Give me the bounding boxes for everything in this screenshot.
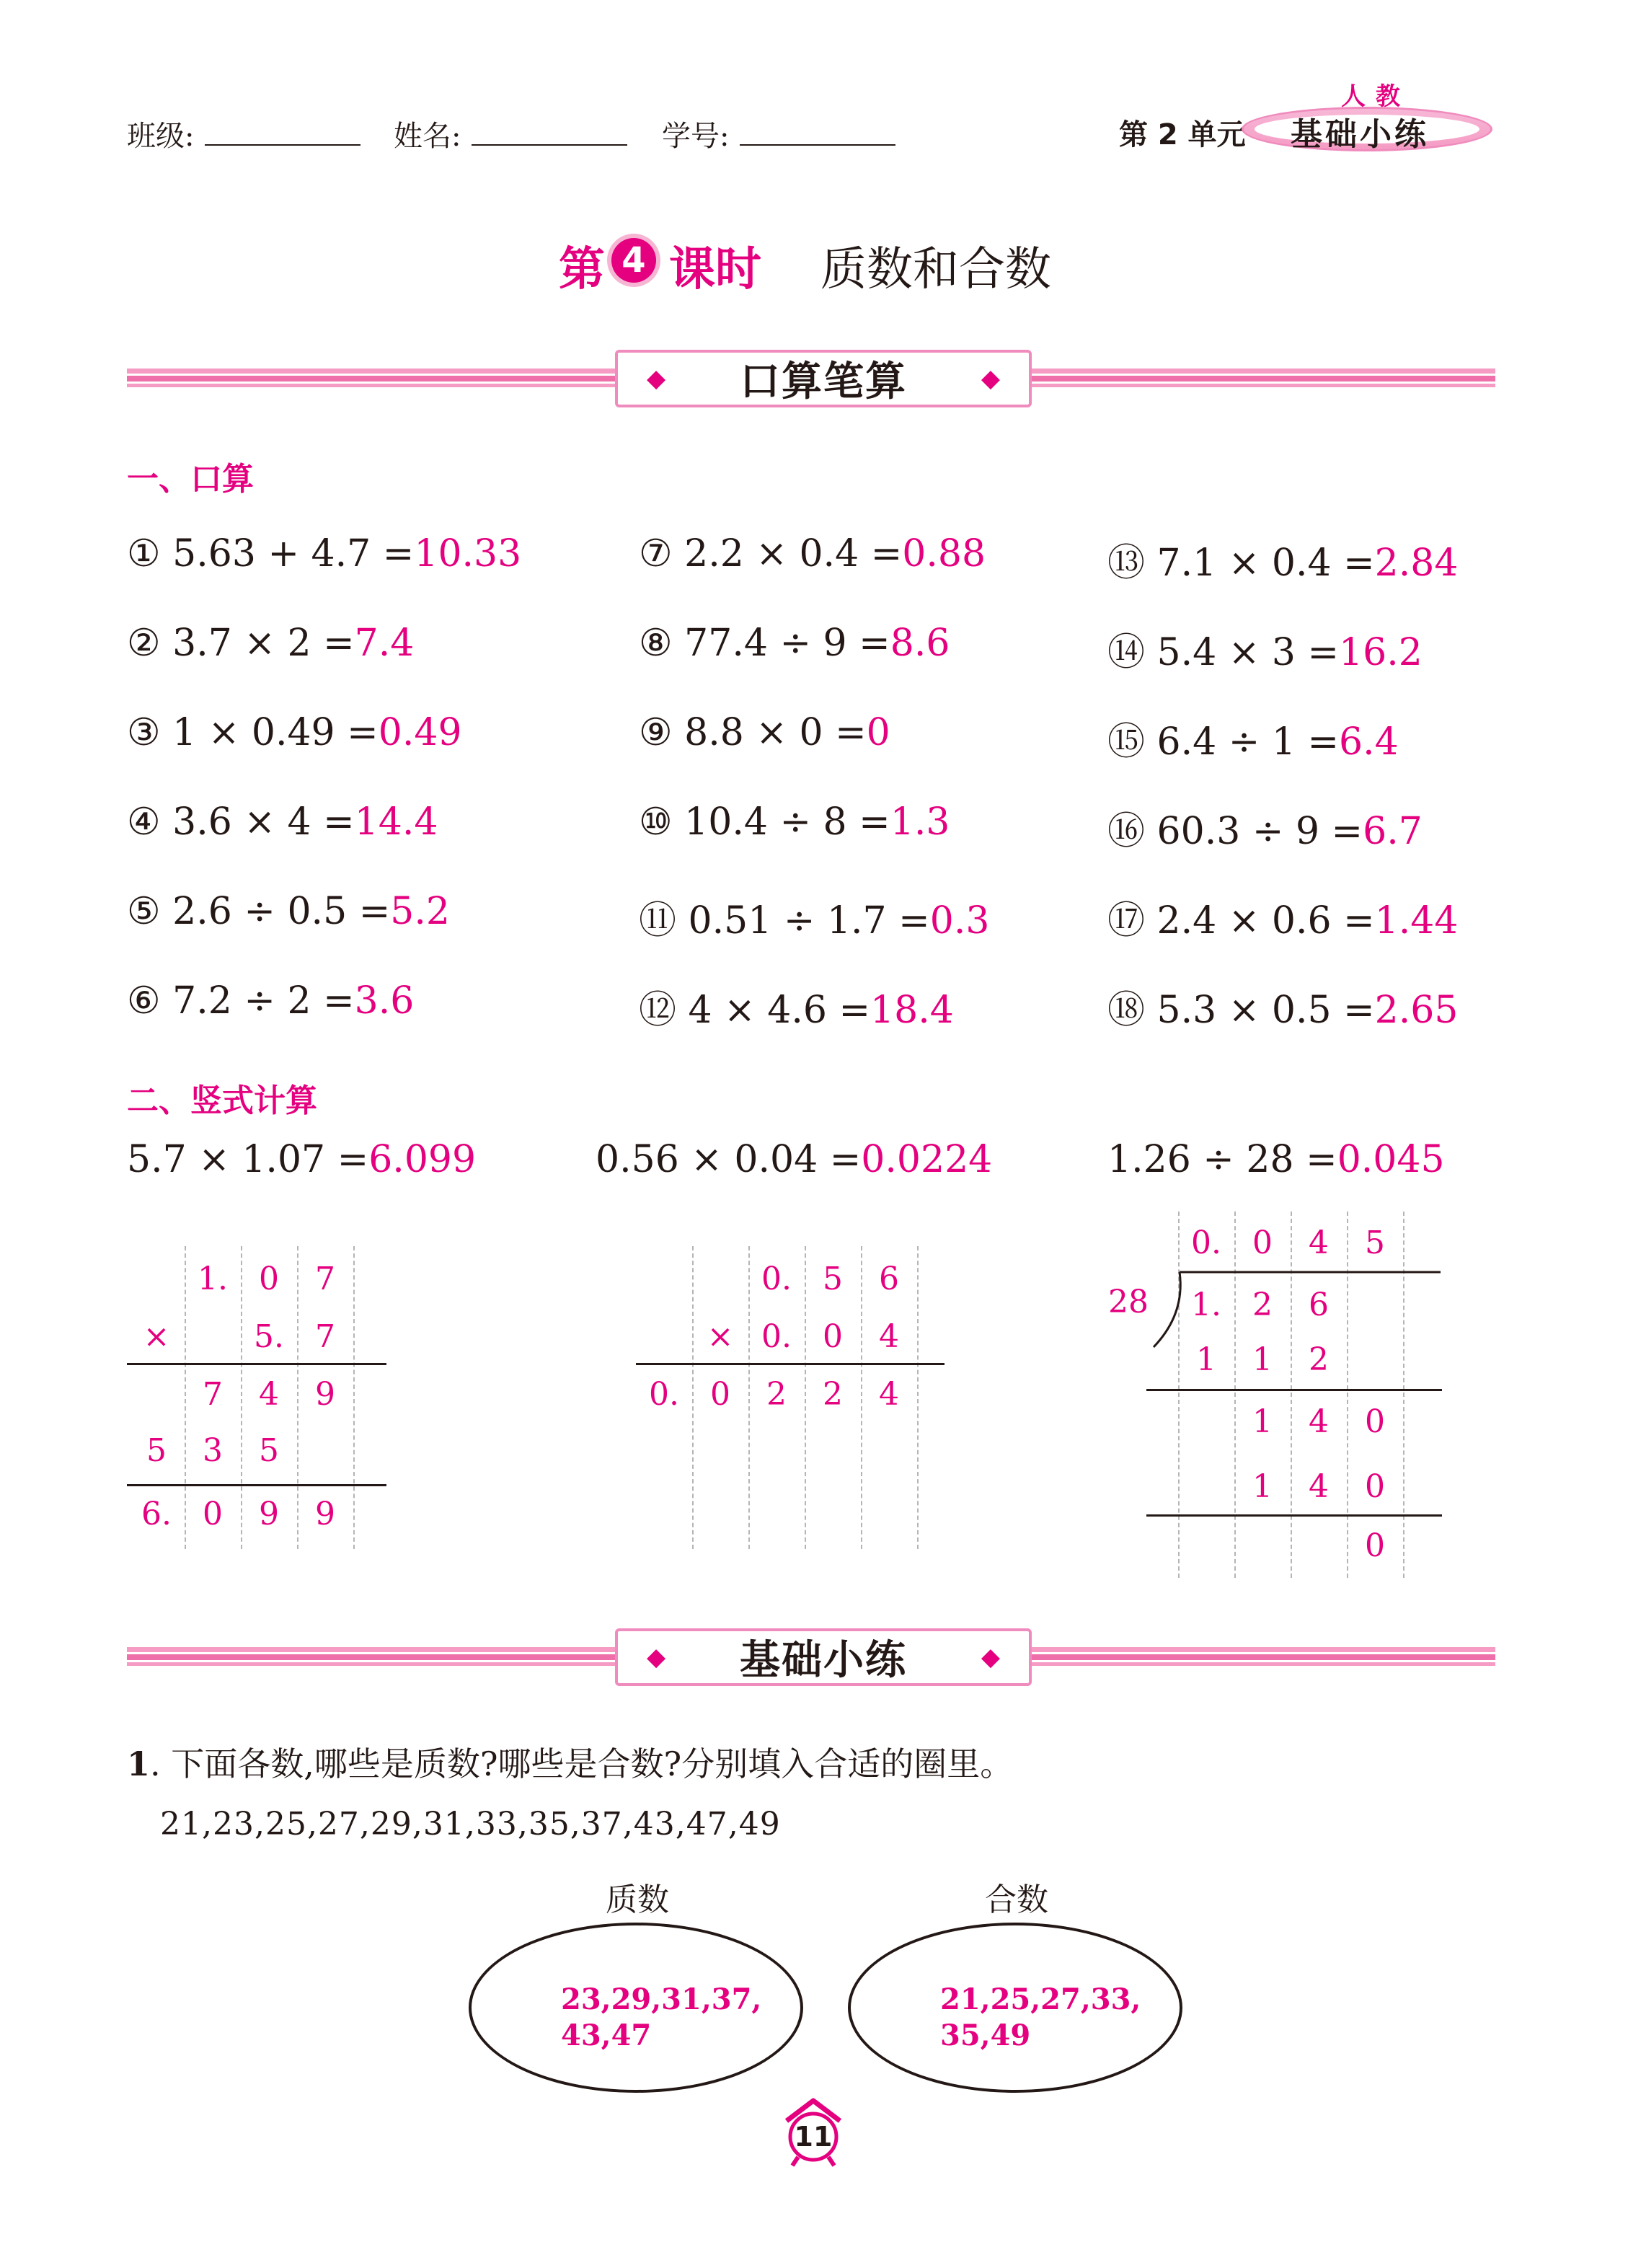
prime-answer (561, 1982, 762, 2054)
class-label: 班级: (127, 120, 195, 153)
digit: 1. (198, 1261, 228, 1297)
lesson-title: 质数和合数 (820, 243, 1051, 296)
answer-text[interactable]: 5.2 (390, 890, 450, 933)
digit: 4 (1309, 1225, 1329, 1261)
student-id-label: 学号: (662, 120, 730, 153)
answer-text[interactable]: 6.7 (1363, 810, 1423, 853)
page-number-badge (781, 2095, 846, 2167)
problem-text: 5.7 × 1.07 = (127, 1138, 369, 1181)
answer-text[interactable]: 6.099 (368, 1138, 477, 1181)
prime-label: 质数 (606, 1881, 669, 1918)
answer-text[interactable]: 3.6 (354, 979, 415, 1023)
vertical-problem-3 (1107, 1138, 1445, 1181)
grid-line (1403, 1212, 1404, 1578)
answer-text[interactable]: 2.84 (1374, 542, 1459, 585)
oral-problem (1107, 890, 1458, 944)
problem-text: ① 5.63 + 4.7 = (127, 532, 415, 575)
answer-line: 21,25,27,33, (940, 1982, 1141, 2016)
problem-text: 0.56 × 0.04 = (596, 1138, 862, 1181)
calc-rule (1146, 1389, 1442, 1391)
digit: 0 (823, 1318, 843, 1355)
digit: 7 (315, 1318, 335, 1355)
answer-text[interactable]: 0.045 (1337, 1138, 1445, 1181)
diamond-icon: ◆ (647, 364, 666, 393)
vertical-calc-1 (127, 1246, 388, 1549)
digit: 3 (203, 1432, 223, 1469)
name-label: 姓名: (394, 120, 461, 153)
problem-text: ⑦ 2.2 × 0.4 = (639, 532, 903, 575)
oral-problem (127, 711, 462, 754)
vertical-calc-2 (636, 1246, 946, 1549)
section-title: 基础小练 (740, 1637, 907, 1684)
digit: 5 (259, 1432, 279, 1469)
digit: 5 (823, 1261, 843, 1297)
oral-problem (1107, 711, 1399, 765)
digit: × (143, 1318, 170, 1355)
digit: 4 (879, 1318, 899, 1355)
diamond-icon: ◆ (647, 1643, 666, 1672)
problem-text: ⑩ 10.4 ÷ 8 = (639, 800, 890, 844)
oral-problem (1107, 800, 1423, 855)
oral-problem (1107, 532, 1458, 586)
digit: 9 (315, 1376, 335, 1413)
oral-problem (127, 890, 450, 933)
grid-line (1234, 1212, 1236, 1578)
question-text: . 下面各数,哪些是质数?哪些是合数?分别填入合适的圈里。 (150, 1744, 1014, 1783)
digit: 0 (1365, 1468, 1385, 1505)
digit: 4 (259, 1376, 279, 1413)
oral-heading: 一、口算 (127, 461, 254, 498)
lesson-title-prefix: 第 (559, 243, 605, 296)
grid-line (353, 1246, 355, 1549)
problem-text: ② 3.7 × 2 = (127, 622, 355, 665)
oral-problem (127, 979, 414, 1023)
unit-label: 第 2 单元 (1119, 118, 1246, 151)
problem-text: ⑪ 0.51 ÷ 1.7 = (639, 899, 930, 943)
digit: 0 (203, 1496, 223, 1532)
digit: 0. (1191, 1225, 1221, 1261)
brand-logo-text: 基础小练 (1291, 116, 1429, 153)
oral-problem (639, 711, 890, 754)
oral-problem (1107, 979, 1458, 1033)
lesson-number-badge: 4 (611, 238, 656, 283)
digit: 1 (1196, 1341, 1216, 1378)
diamond-icon: ◆ (981, 1643, 1000, 1672)
digit: 0 (1365, 1403, 1385, 1440)
section-banner-practice (615, 1628, 1032, 1686)
digit: 2 (823, 1376, 843, 1413)
digit: 4 (879, 1376, 899, 1413)
digit: 1 (1252, 1468, 1273, 1505)
answer-text[interactable]: 0.0224 (861, 1138, 993, 1181)
digit: 5 (146, 1432, 167, 1469)
calc-rule (636, 1363, 944, 1365)
problem-text: ⑧ 77.4 ÷ 9 = (639, 622, 890, 665)
answer-text[interactable]: 1.3 (890, 800, 950, 844)
problem-text: ⑮ 6.4 ÷ 1 = (1107, 720, 1340, 764)
composite-answer (940, 1982, 1141, 2054)
answer-text[interactable]: 14.4 (354, 800, 438, 844)
digit: 2 (1309, 1341, 1329, 1378)
answer-text[interactable]: 0 (866, 711, 890, 754)
answer-text[interactable]: 2.65 (1374, 989, 1459, 1032)
digit: 0 (1365, 1527, 1385, 1564)
digit: 9 (259, 1496, 279, 1532)
digit: 6. (141, 1496, 172, 1532)
digit: 4 (1309, 1468, 1329, 1505)
oral-problem (639, 890, 989, 944)
calc-rule (127, 1363, 386, 1365)
section-title: 口算笔算 (740, 358, 907, 405)
vertical-calc-3 (1089, 1212, 1442, 1578)
answer-text[interactable]: 0.3 (929, 899, 990, 943)
number-list: 21,23,25,27,29,31,33,35,37,43,47,49 (160, 1806, 781, 1843)
problem-text: ④ 3.6 × 4 = (127, 800, 355, 844)
digit: 0. (761, 1261, 792, 1297)
digit: 5 (1365, 1225, 1385, 1261)
digit: 6 (1309, 1287, 1329, 1323)
page-number: 11 (794, 2121, 833, 2153)
digit: 1 (1252, 1403, 1273, 1440)
oral-problem (1107, 622, 1423, 676)
oral-problem (639, 622, 950, 665)
digit: 0 (1252, 1225, 1273, 1261)
problem-text: ⑱ 5.3 × 0.5 = (1107, 989, 1375, 1032)
oral-problem (639, 800, 950, 844)
digit: 0 (710, 1376, 730, 1413)
grid-line (1291, 1212, 1292, 1578)
problem-text: ⑰ 2.4 × 0.6 = (1107, 899, 1375, 943)
digit: 0 (259, 1261, 279, 1297)
digit: 1 (1252, 1341, 1273, 1378)
answer-text[interactable]: 0.88 (902, 532, 986, 575)
answer-text[interactable]: 6.4 (1339, 720, 1399, 764)
digit: 5. (254, 1318, 284, 1355)
grid-line (1178, 1212, 1180, 1578)
digit: 9 (315, 1496, 335, 1532)
section-banner-calc (615, 350, 1032, 407)
digit: 2 (1252, 1287, 1273, 1323)
digit: 7 (203, 1376, 223, 1413)
answer-line: 23,29,31,37, (561, 1982, 762, 2016)
digit: 0. (649, 1376, 679, 1413)
name-blank[interactable] (472, 144, 627, 146)
problem-text: ⑤ 2.6 ÷ 0.5 = (127, 890, 391, 933)
answer-text[interactable]: 7.4 (354, 622, 415, 665)
oral-problem (639, 979, 954, 1033)
exercise-question (127, 1738, 1013, 1786)
problem-text: ⑥ 7.2 ÷ 2 = (127, 979, 355, 1023)
digit: 1. (1191, 1287, 1221, 1323)
oral-problem (127, 532, 521, 575)
problem-text: ⑫ 4 × 4.6 = (639, 989, 871, 1032)
vertical-heading: 二、竖式计算 (127, 1082, 317, 1119)
vertical-problem-2 (596, 1138, 992, 1181)
answer-text[interactable]: 8.6 (890, 622, 950, 665)
publisher-label: 人教 (1341, 82, 1410, 111)
diamond-icon: ◆ (981, 364, 1000, 393)
vertical-problem-1 (127, 1138, 476, 1181)
digit: 7 (315, 1261, 335, 1297)
lesson-title-suffix: 课时 (669, 243, 761, 296)
answer-text[interactable]: 1.44 (1374, 899, 1459, 943)
divisor: 28 (1108, 1284, 1149, 1320)
problem-text: ⑭ 5.4 × 3 = (1107, 631, 1340, 674)
answer-line: 43,47 (561, 2018, 652, 2052)
grid-line (1347, 1212, 1348, 1578)
oral-problem (639, 532, 986, 575)
answer-text[interactable]: 16.2 (1339, 631, 1423, 674)
problem-text: ⑬ 7.1 × 0.4 = (1107, 542, 1375, 585)
class-blank[interactable] (205, 144, 360, 146)
problem-text: ⑯ 60.3 ÷ 9 = (1107, 810, 1363, 853)
answer-text[interactable]: 0.49 (378, 711, 462, 754)
digit: 4 (1309, 1403, 1329, 1440)
digit: 0. (761, 1318, 792, 1355)
problem-text: ③ 1 × 0.49 = (127, 711, 379, 754)
grid-line (917, 1246, 919, 1549)
answer-text[interactable]: 18.4 (870, 989, 954, 1032)
digit: × (707, 1318, 734, 1355)
composite-label: 合数 (985, 1881, 1048, 1918)
answer-text[interactable]: 10.33 (414, 532, 522, 575)
digit: 6 (879, 1261, 899, 1297)
calc-rule (127, 1484, 386, 1486)
student-id-blank[interactable] (740, 144, 895, 146)
oral-problem (127, 622, 414, 665)
oral-problem (127, 800, 438, 844)
problem-text: ⑨ 8.8 × 0 = (639, 711, 867, 754)
answer-line: 35,49 (940, 2018, 1031, 2052)
calc-rule (1146, 1514, 1442, 1517)
problem-text: 1.26 ÷ 28 = (1107, 1138, 1337, 1181)
question-number: 1 (127, 1744, 151, 1783)
digit: 2 (766, 1376, 787, 1413)
